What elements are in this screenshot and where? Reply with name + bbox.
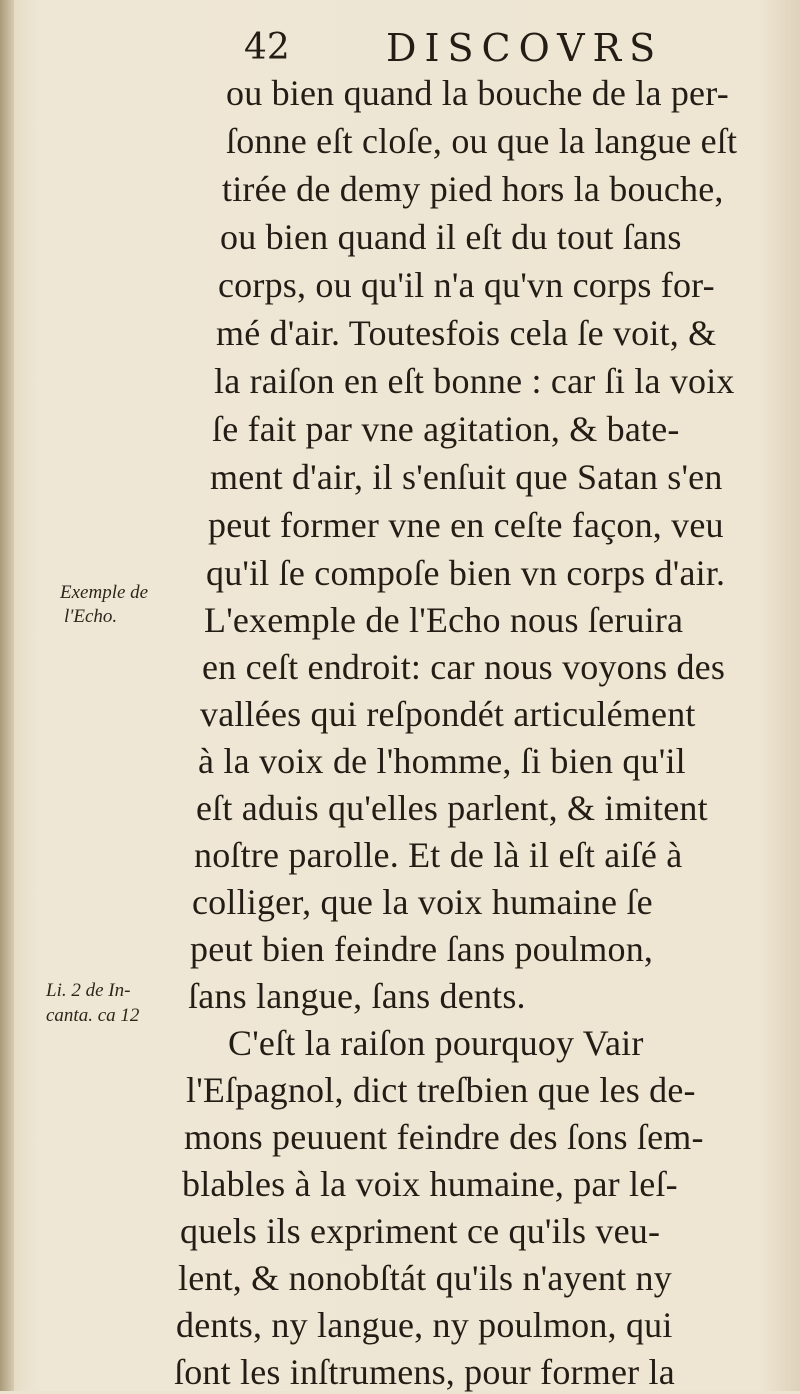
text-line: L'exemple de l'Echo nous ſeruira <box>204 600 684 640</box>
text-line: peut bien feindre ſans poulmon, <box>190 929 654 969</box>
text-line: dents, ny langue, ny poulmon, qui <box>176 1305 673 1345</box>
margin-note-line: canta. ca 12 <box>46 1005 140 1026</box>
text-line: en ceſt endroit: car nous voyons des <box>202 647 726 687</box>
text-line: qu'il ſe compoſe bien vn corps d'air. <box>206 553 726 593</box>
text-line: lent, & nonobſtát qu'ils n'ayent ny <box>178 1258 672 1298</box>
text-line: C'eſt la raiſon pourquoy Vair <box>228 1023 644 1063</box>
text-line: colliger, que la voix humaine ſe <box>192 882 653 922</box>
text-line: ſont les inſtrumens, pour former la <box>174 1352 675 1392</box>
text-line: mé d'air. Toutesfois cela ſe voit, & <box>216 313 717 353</box>
page-gutter <box>0 0 14 1391</box>
page-number: 42 <box>244 27 290 68</box>
text-line: blables à la voix humaine, par leſ- <box>182 1164 678 1204</box>
margin-note-line: Exemple de <box>60 582 149 603</box>
text-line: à la voix de l'homme, ſi bien qu'il <box>198 741 686 781</box>
text-line: quels ils expriment ce qu'ils veu- <box>180 1211 661 1251</box>
text-line: eſt aduis qu'elles parlent, & imitent <box>196 788 708 828</box>
text-line: noſtre parolle. Et de là il eſt aiſé à <box>194 835 683 875</box>
margin-note-line: Li. 2 de In- <box>46 980 131 1001</box>
text-line: ſans langue, ſans dents. <box>188 976 526 1016</box>
margin-note-line: l'Echo. <box>64 606 118 627</box>
text-line: ment d'air, il s'enſuit que Satan s'en <box>210 457 723 497</box>
text-line: corps, ou qu'il n'a qu'vn corps for- <box>218 265 715 305</box>
text-line: ſe fait par vne agitation, & bate- <box>212 409 680 449</box>
text-line: ſonne eſt cloſe, ou que la langue eſt <box>226 121 738 161</box>
text-line: vallées qui reſpondét articulément <box>200 694 696 734</box>
text-line: ou bien quand la bouche de la per- <box>226 73 729 113</box>
page-header <box>0 22 800 74</box>
text-line: ou bien quand il eſt du tout ſans <box>220 217 682 257</box>
running-head: DISCOVRS <box>386 26 664 70</box>
text-line: peut former vne en ceſte façon, veu <box>208 505 724 545</box>
text-line: l'Eſpagnol, dict treſbien que les de- <box>186 1070 696 1110</box>
text-line: mons peuuent feindre des ſons ſem- <box>184 1117 704 1157</box>
text-line: tirée de demy pied hors la bouche, <box>222 169 724 209</box>
text-line: la raiſon en eſt bonne : car ſi la voix <box>214 361 735 401</box>
